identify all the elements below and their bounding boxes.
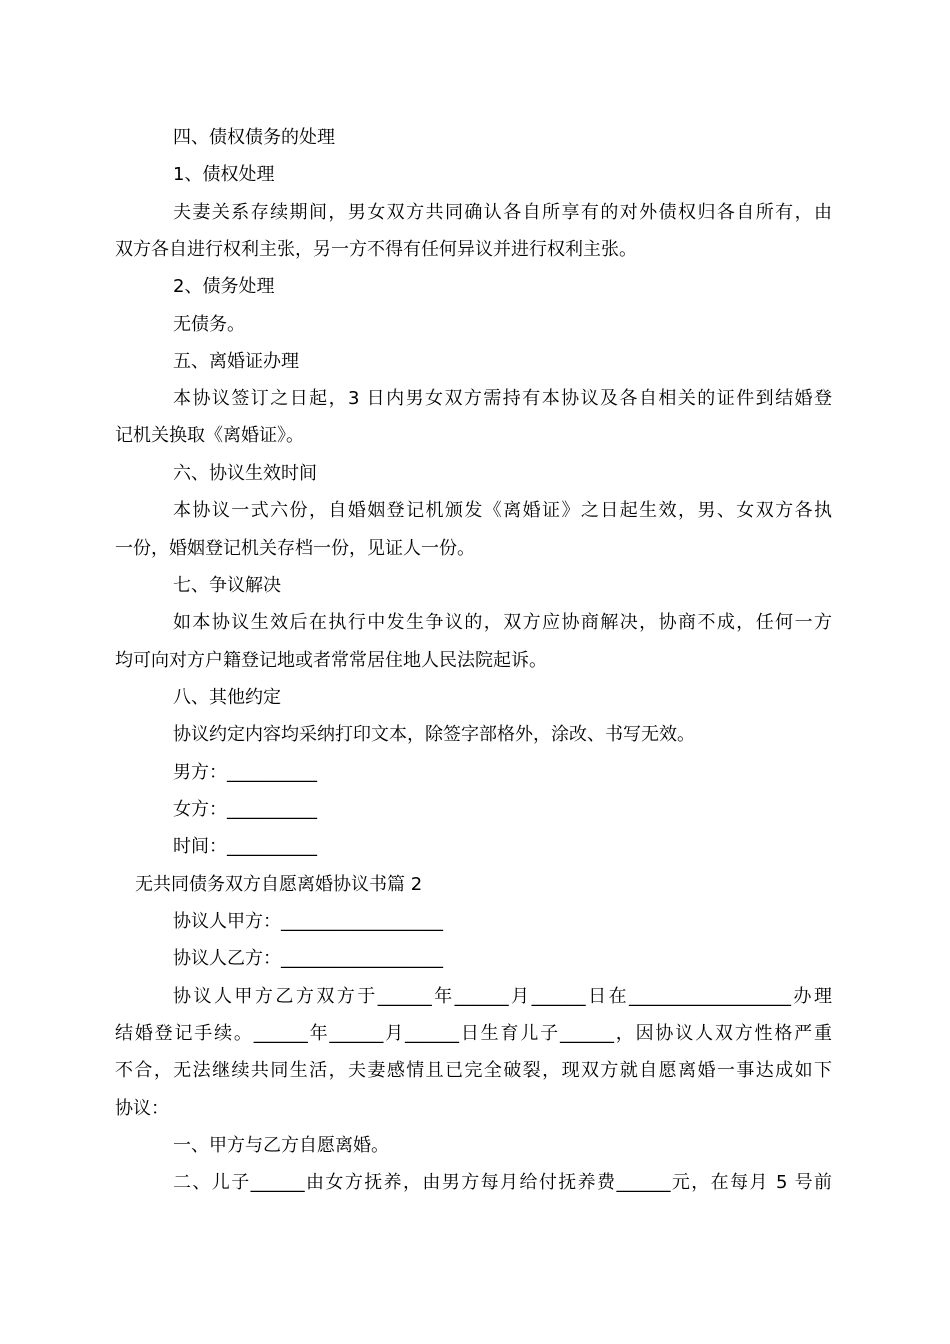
section-heading: 五、离婚证办理 <box>173 351 299 372</box>
paragraph-line: 协议人甲方乙方双方于______年______月______日在__________________办理 <box>173 986 832 1007</box>
section-heading: 七、争议解决 <box>173 575 281 596</box>
paragraph-line: 一份，婚姻登记机关存档一份，见证人一份。 <box>115 538 475 559</box>
paragraph-line: 均可向对方户籍登记地或者常常居住地人民法院起诉。 <box>115 650 547 671</box>
subsection-heading: 1、债权处理 <box>173 164 275 185</box>
clause-line: 二、儿子______由女方抚养，由男方每月给付抚养费______元，在每月 5 号前 <box>173 1172 832 1193</box>
paragraph-line: 夫妻关系存续期间，男女双方共同确认各自所享有的对外债权归各自所有，由 <box>173 202 832 223</box>
section-heading: 四、债权债务的处理 <box>173 127 335 148</box>
paragraph-line: 结婚登记手续。______年______月______日生育儿子______，因协议人双方性格严重 <box>115 1023 832 1044</box>
signature-field-female: 女方：__________ <box>173 799 317 820</box>
paragraph-line: 协议： <box>115 1098 169 1119</box>
clause-line: 一、甲方与乙方自愿离婚。 <box>173 1135 389 1156</box>
paragraph-line: 双方各自进行权利主张，另一方不得有任何异议并进行权利主张。 <box>115 239 637 260</box>
signature-field-date: 时间：__________ <box>173 836 317 857</box>
paragraph-line: 无债务。 <box>173 314 245 335</box>
section-heading: 八、其他约定 <box>173 687 281 708</box>
paragraph-line: 如本协议生效后在执行中发生争议的，双方应协商解决，协商不成，任何一方 <box>173 612 832 633</box>
section-heading: 六、协议生效时间 <box>173 463 317 484</box>
signature-field-male: 男方：__________ <box>173 762 317 783</box>
paragraph-line: 不合，无法继续共同生活，夫妻感情且已完全破裂，现双方就自愿离婚一事达成如下 <box>115 1060 832 1081</box>
party-a-field: 协议人甲方：__________________ <box>173 911 443 932</box>
paragraph-line: 本协议一式六份，自婚姻登记机颁发《离婚证》之日起生效，男、女双方各执 <box>173 500 832 521</box>
paragraph-line: 记机关换取《离婚证》。 <box>115 425 304 446</box>
paragraph-line: 本协议签订之日起，3 日内男女双方需持有本协议及各自相关的证件到结婚登 <box>173 388 832 409</box>
subsection-heading: 2、债务处理 <box>173 276 275 297</box>
party-b-field: 协议人乙方：__________________ <box>173 948 443 969</box>
document-title: 无共同债务双方自愿离婚协议书篇 2 <box>135 874 423 895</box>
paragraph-line: 协议约定内容均采纳打印文本，除签字部格外，涂改、书写无效。 <box>173 724 695 745</box>
